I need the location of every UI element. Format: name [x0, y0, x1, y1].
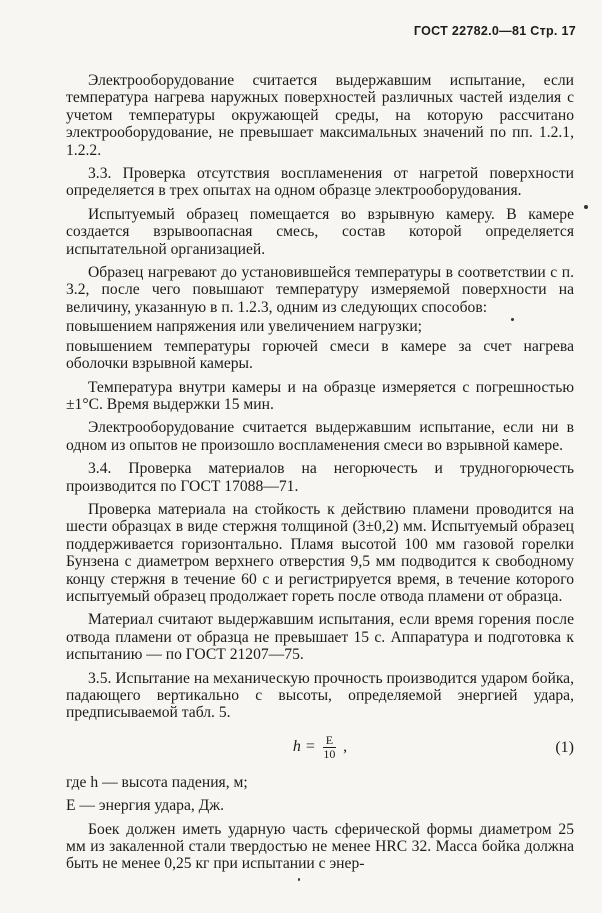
document-body — [66, 72, 574, 873]
formula-1 — [66, 728, 574, 768]
paragraph: Электрооборудование считается выдержавшим испытание, если ни в одном из опытов не произошло воспламенения смеси во взрывной камере. — [66, 419, 574, 454]
list-item: повышением напряжения или увеличением нагрузки; — [66, 318, 423, 336]
paragraph: Испытуемый образец помещается во взрывную камеру. В камере создается взрывоопасная смесь, состав которой определяется испытательной организацией. — [66, 205, 574, 258]
paragraph: Температура внутри камеры и на образце измеряется с погрешностью ±1°С. Время выдержки 15 мин. — [66, 378, 574, 413]
paragraph: Боек должен иметь ударную часть сферической формы диаметром 25 мм из закаленной стали твердостью не менее HRC 32. Масса бойка должна быть не менее 0,25 кг при испытании с энер- — [66, 820, 574, 873]
where-line: где h — высота падения, м; — [66, 773, 248, 791]
formula-fraction — [323, 734, 336, 761]
paragraph: Материал считают выдержавшим испытания, если время горения после отвода пламени от образца не превышает 15 с. Аппаратура и подготовка к испытанию — по ГОСТ 21207—75. — [66, 611, 574, 664]
print-speck — [511, 318, 514, 321]
print-speck — [584, 205, 588, 209]
paragraph-section-3-5: 3.5. Испытание на механическую прочность производится ударом бойка, падающего вертикально с высоты, определяемой энергией удара, предписываемой табл. 5. — [66, 669, 574, 722]
formula-lhs: h = — [292, 738, 316, 756]
formula-numerator: E — [323, 734, 336, 748]
where-line: E — энергия удара, Дж. — [66, 797, 224, 815]
formula-expression — [66, 734, 534, 761]
page-header: ГОСТ 22782.0—81 Стр. 17 — [413, 24, 576, 38]
print-speck — [298, 878, 300, 881]
list-item: повышением температуры горючей смеси в камере за счет нагрева оболочки взрывной камеры. — [66, 337, 574, 373]
paragraph-section-3-4: 3.4. Проверка материалов на негорючесть и трудногорючесть производится по ГОСТ 17088—71. — [66, 460, 574, 495]
paragraph: Проверка материала на стойкость к действию пламени проводится на шести образцах в виде стержня толщиной (3±0,2) мм. Испытуемый образец поддерживается горизонтально. Пламя высотой 100 мм газовой горелки Бунзена с диаметром верхнего отверстия 9,5 мм подводится к свободному концу стержня в течение 60 с и регистрируется время, в течение которого испытуемый образец продолжает гореть после отвода пламени от образца. — [66, 500, 574, 605]
formula-tail: , — [343, 738, 348, 756]
paragraph-section-3-3: 3.3. Проверка отсутствия воспламенения от нагретой поверхности определяется в трех опытах на одном образце электрооборудования. — [66, 165, 574, 200]
formula-denominator: 10 — [323, 747, 336, 762]
paragraph: Электрооборудование считается выдержавшим испытание, если температура нагрева наружных поверхностей различных частей изделия с учетом температуры окружающей среды, на которую рассчитано электрооборудование, не превышает максимальных значений по пп. 1.2.1, 1.2.2. — [66, 72, 574, 159]
paragraph: Образец нагревают до установившейся температуры в соответствии с п. 3.2, после чего повышают температуру измеряемой поверхности на величину, указанную в п. 1.2.3, одним из следующих способов: — [66, 264, 574, 316]
formula-number: (1) — [555, 739, 574, 757]
document-page — [66, 24, 574, 879]
